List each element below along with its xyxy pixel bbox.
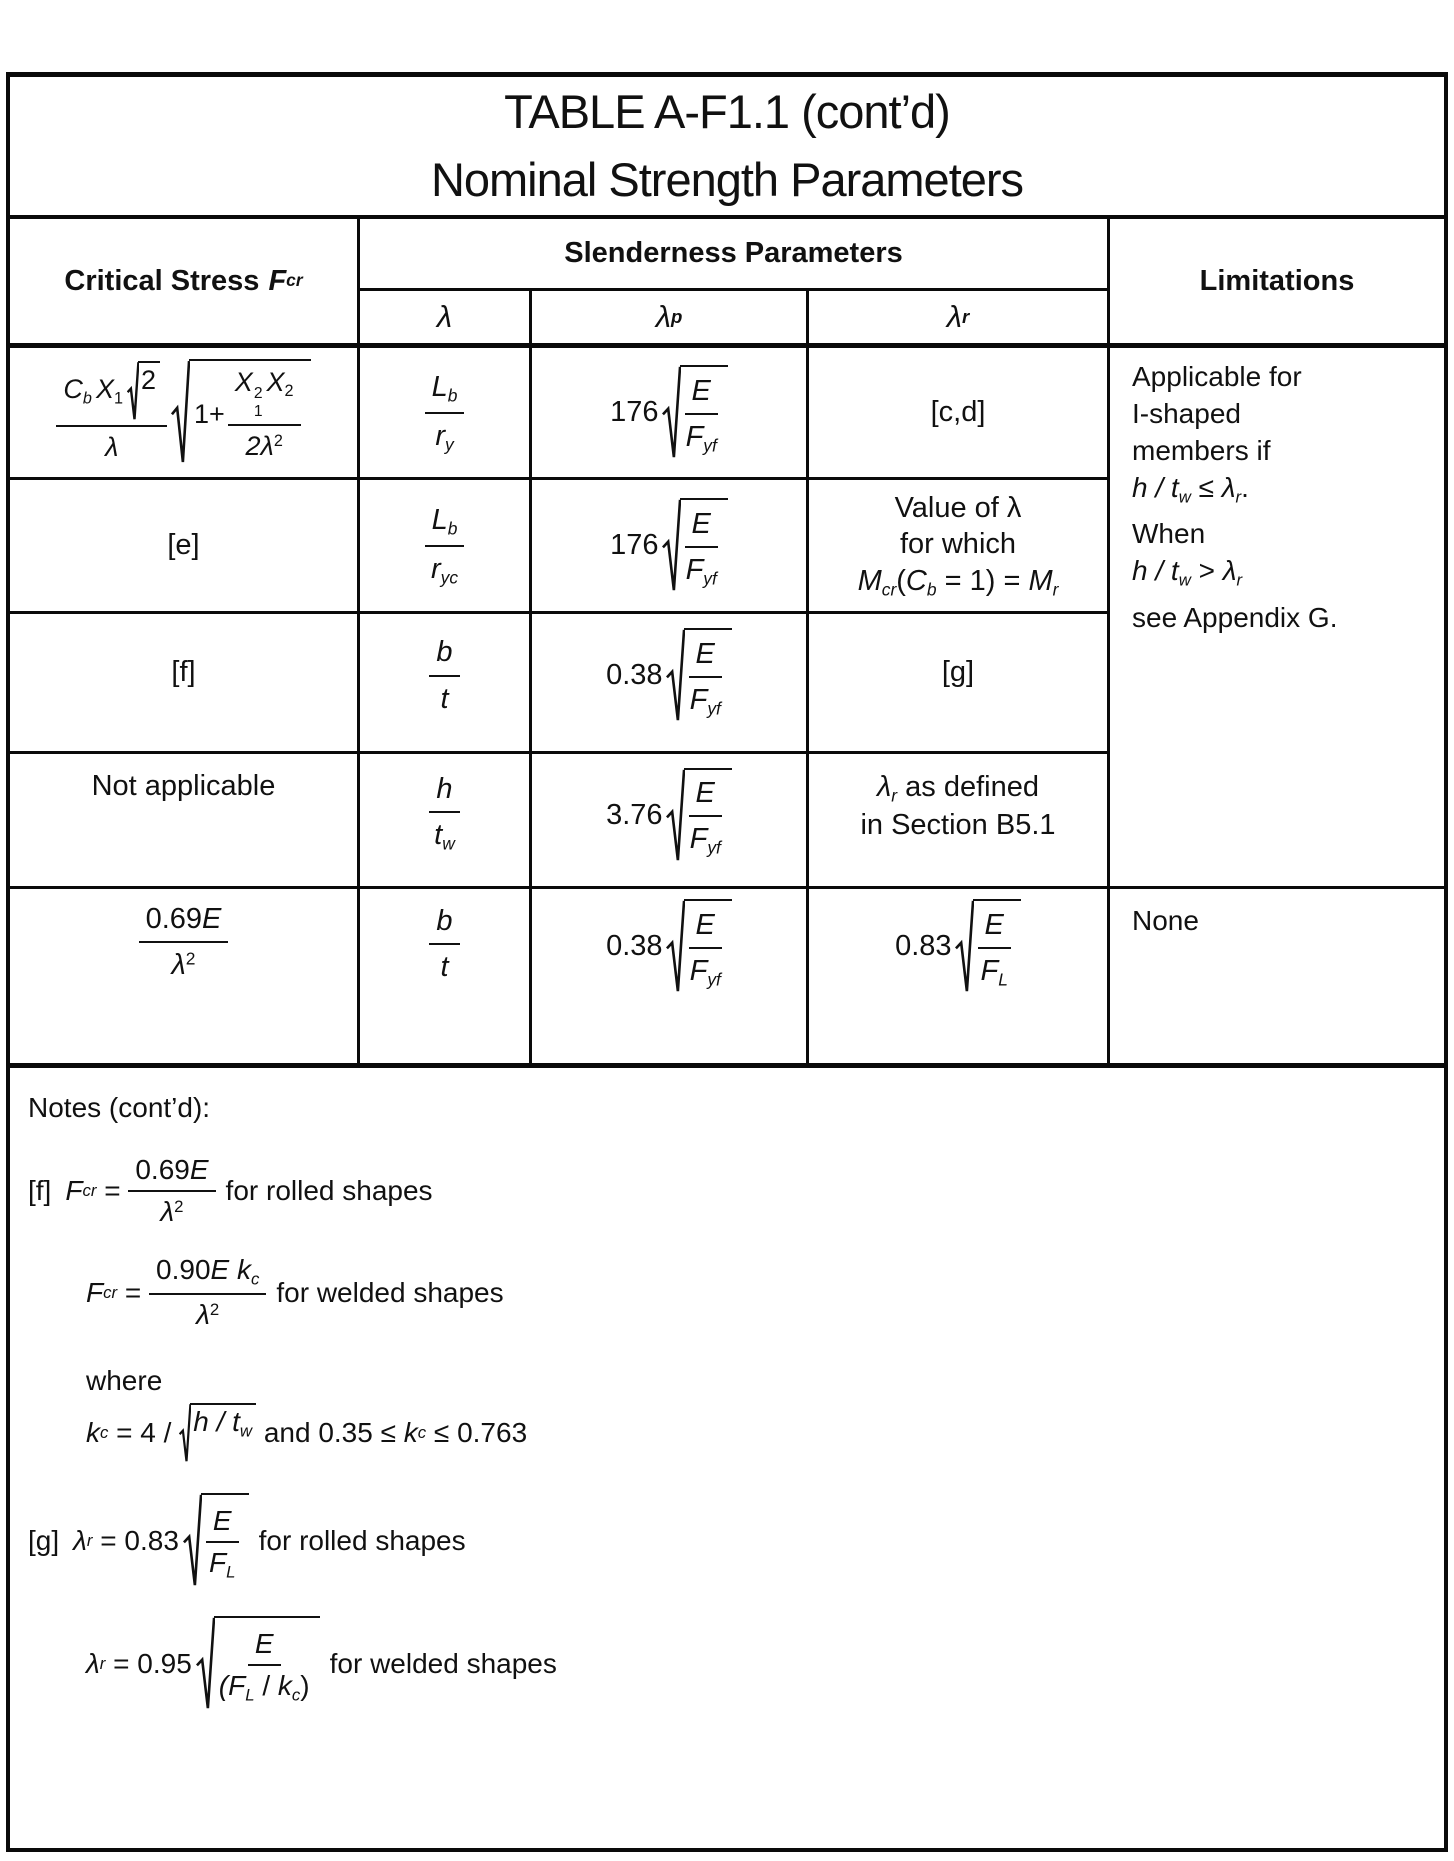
cell-r5-lambda [360,889,529,1063]
math-token: = [96,1175,129,1206]
radical-icon [183,1493,202,1588]
fraction [425,502,465,589]
sqrt [666,768,732,863]
note-g-welded [86,1616,1430,1711]
math-token: b [447,518,458,539]
header-slenderness: Slenderness Parameters [564,237,903,270]
math-token: r [962,306,970,328]
cell-r4-lambda [360,754,529,886]
formula [610,498,728,593]
note-tag: [g] [28,1524,60,1556]
math-token: r [1052,579,1059,600]
text-line: I-shaped [1132,398,1241,429]
text-line: When [1132,518,1206,550]
math-token: b [82,388,92,407]
note-kc [86,1403,1430,1463]
math-token: F [685,553,704,586]
math-token: and 0.35 ≤ [256,1417,404,1449]
math-token: w [442,833,455,854]
math-token: 2 [284,382,294,401]
cell-r3-lambda-p [532,614,806,751]
cell-r5-lambda-r [809,889,1107,1063]
sqrt [662,498,728,593]
formula [606,899,732,994]
math-token: cr [881,579,897,600]
sqrt [171,359,311,465]
note-f-welded [86,1254,1430,1331]
math-token: as defined [897,770,1039,803]
radical-icon [666,628,685,723]
grid-line [6,1848,1448,1852]
fraction [228,366,301,463]
sqrt [666,899,732,994]
grid-line [1444,72,1448,1852]
math-token: 0.83 [895,930,952,963]
text-line [877,769,1039,807]
math-token: yf [703,568,717,589]
cell-r4-lambda-r [809,754,1107,886]
header-critical-stress [10,219,357,343]
math-token: M [1028,564,1053,597]
math-token: 2 1 [253,385,263,420]
math-token: cr [286,270,303,291]
math-token: 176 [610,529,659,562]
note-tail: for welded shapes [329,1647,557,1679]
fraction: $\frac{E}{(F_L / k_c)}$ [218,1627,310,1705]
sqrt: h / $t_w$ [179,1403,256,1463]
cell-r5-limitations: None [1132,905,1199,936]
math-token: b [436,905,453,937]
math-token: F [65,1175,83,1206]
note-f-rolled [28,1154,1430,1228]
cell-r2-fcr: [e] [167,529,200,562]
math-token: 1 [113,388,123,407]
radicand [189,359,311,465]
cell-r5-lambda-p [532,889,806,1063]
math-token: E [695,637,715,670]
math-token: t [440,951,449,984]
table-title-line2: Nominal Strength Parameters [430,153,1024,206]
cell-r3-fcr: [f] [171,656,196,689]
text-line: $h / t_w \le \lambda_r$. [1132,472,1249,507]
cell-r4-lambda-p [532,754,806,886]
math-token: = 0.83 [92,1524,179,1556]
radical-icon [196,1616,215,1711]
math-token: b [926,579,937,600]
math-token: 2 [138,361,160,421]
math-token: X [266,367,285,398]
formula-fcr-r1 [56,359,310,465]
fraction [685,373,718,458]
math-token: λ [73,1524,87,1556]
math-token: 3.76 [606,798,663,831]
formula [606,628,732,723]
sqrt [196,1616,320,1711]
math-token: E [202,903,222,935]
header-lambda-r [809,291,1107,343]
fraction [685,506,718,591]
fraction [429,903,459,986]
math-token: c [100,1423,109,1443]
notes-heading: Notes (cont’d): [28,1092,211,1123]
cell-r2-lambda-r [809,480,1107,611]
math-token: E [984,908,1004,941]
radical-icon [662,498,681,593]
math-token: r [430,552,441,585]
sqrt [666,628,732,723]
cell-limitations [1110,348,1444,886]
notes-section [10,1068,1430,1711]
math-token: y [444,434,454,455]
radicand [680,498,728,593]
radical-icon [666,899,685,994]
radicand [973,899,1021,994]
math-token: p [670,306,683,328]
text-line: Value of λ [894,492,1022,525]
cell-r1-lambda [360,348,529,477]
math-token: 0.69 [145,903,203,935]
math-token: F [689,954,708,987]
note-tag: [f] [28,1175,52,1206]
math-token: 176 [610,396,659,429]
text-line: Applicable for [1132,361,1302,392]
math-token: r [99,1653,106,1673]
fraction [56,361,167,465]
math-token: k [403,1417,418,1449]
cell-r4-fcr: Not applicable [91,770,276,802]
cell-r1-fcr [10,348,357,477]
math-token: yf [707,969,721,990]
radicand [214,1616,320,1711]
math-token: = 4 / [108,1417,180,1449]
fraction [689,775,722,860]
math-token: 2 [273,431,283,450]
fraction: $\frac{0.69E}{\lambda^2}$ [128,1154,215,1228]
fraction [139,901,229,984]
math-token: = 0.95 [105,1647,192,1679]
math-token: yc [440,567,459,588]
sqrt [183,1493,249,1588]
math-token: E [695,908,715,941]
math-token: F [86,1276,104,1308]
math-token: h [436,772,453,805]
cell-r1-lambda-r: [c,d] [930,396,986,429]
math-token: 2λ [245,430,274,461]
fraction [429,771,459,856]
radicand [680,365,728,460]
math-token: λ [946,298,962,334]
math-token: E [695,777,715,810]
math-token: F [685,420,704,453]
math-token: ( [896,564,906,597]
math-token: E [691,507,711,540]
math-token: 0.38 [606,930,663,963]
math-token: t [440,682,449,715]
math-token: λ [171,949,186,982]
text-line [858,563,1059,601]
radical-icon [662,365,681,460]
math-token: yf [707,698,721,719]
cell-r2-lambda-p [532,480,806,611]
math-token: X [234,367,253,398]
math-token: r [435,419,445,452]
radicand [684,768,732,863]
radicand [201,1493,249,1588]
table-title [10,77,1444,215]
math-token: r [86,1530,93,1550]
formula [606,768,732,863]
fraction [425,369,465,456]
fraction [689,907,722,992]
fraction [689,636,722,721]
formula [895,899,1021,994]
radical-icon [171,359,190,465]
math-token: 2 [185,948,196,969]
math-token: 1+ [194,399,225,430]
note-tail: for rolled shapes [225,1175,433,1206]
math-token: M [857,564,882,597]
radicand [684,628,732,723]
math-token: r [891,785,898,806]
math-token: F [689,823,708,856]
sqrt [955,899,1021,994]
header-label: Critical Stress [64,264,260,297]
math-token: yf [703,435,717,456]
math-token: c [417,1423,427,1443]
formula [610,365,728,460]
math-token: λ [436,298,453,334]
math-token: = [117,1276,150,1308]
math-token: F [268,264,287,297]
sqrt [127,361,160,421]
header-lambda-p [532,291,806,343]
math-token: cr [82,1181,97,1200]
fraction [429,634,459,717]
header-lambda [360,291,529,343]
text-line: members if [1132,435,1271,466]
math-token: λ [105,431,119,462]
math-token: F [980,954,999,987]
text-line: for which [899,528,1017,561]
cell-r1-lambda-p [532,348,806,477]
math-token: cr [103,1282,118,1302]
math-token: λ [86,1647,100,1679]
note-where: where [86,1365,163,1397]
note-g-rolled [28,1493,1430,1588]
math-token: X [95,373,114,404]
math-token: t [434,818,443,851]
radical-icon [955,899,974,994]
fraction: $\frac{E}{F_L}$ [206,1505,239,1582]
math-token: yf [707,838,721,859]
math-token: λ [877,770,892,803]
cell-r5-fcr [10,889,357,1063]
math-token: L [431,504,448,537]
text-line: see Appendix G. [1132,601,1338,633]
math-token: L [998,969,1008,990]
cell-r2-lambda [360,480,529,611]
text-line: in Section B5.1 [860,809,1056,842]
math-token: λ [655,298,671,334]
math-token: C [905,564,927,597]
sqrt [662,365,728,460]
math-token: = 1) = [936,564,1029,597]
radicand [684,899,732,994]
math-token: L [431,371,448,404]
cell-r3-lambda-r: [g] [941,656,975,689]
math-token: F [689,683,708,716]
math-token: 0.38 [606,659,663,692]
math-token: ≤ 0.763 [426,1417,528,1449]
radical-icon [666,768,685,863]
header-limitations: Limitations [1199,264,1355,297]
note-tail: for welded shapes [276,1276,504,1308]
cell-r3-lambda [360,614,529,751]
fraction [978,907,1011,992]
text-line: $h / t_w > \lambda_r$ [1132,555,1243,590]
note-tail: for rolled shapes [258,1524,466,1556]
math-token: k [86,1417,100,1449]
fraction: $\frac{0.90E k_c}{\lambda^2}$ [149,1254,266,1331]
math-token: b [447,385,458,406]
math-token: E [691,374,711,407]
math-token: C [63,373,83,404]
table-title-line1: TABLE A-F1.1 (cont’d) [504,84,950,138]
math-token: b [436,636,453,669]
